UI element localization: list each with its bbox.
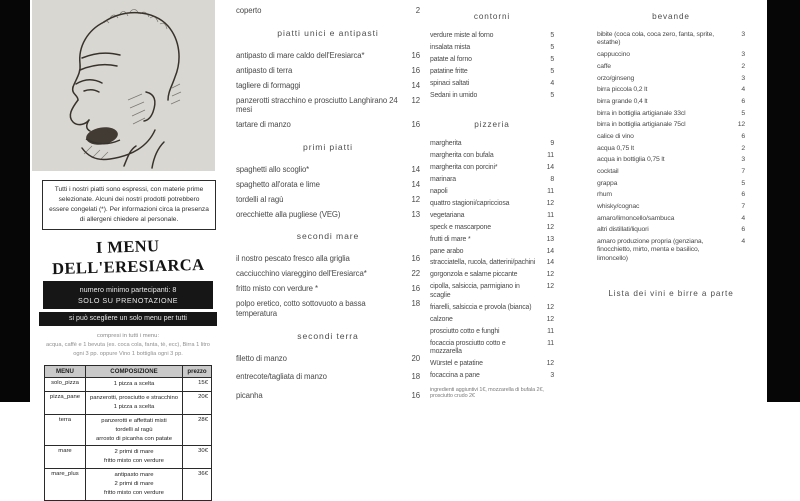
item-name: filetto di manzo: [236, 353, 287, 363]
item-name: gorgonzola e salame piccante: [430, 271, 518, 279]
item-name: margherita con bufala: [430, 152, 494, 160]
composizione-line: tordelli al ragù: [115, 426, 153, 433]
menu-item: [236, 372, 420, 382]
item-name: spaghetto all'orata e lime: [236, 179, 320, 189]
item-price: 8: [550, 176, 554, 183]
menu-item: [597, 226, 745, 234]
item-name: fritto misto con verdure *: [236, 284, 318, 294]
menu-section: [236, 331, 420, 401]
item-name: cocktail: [597, 167, 619, 175]
item-price: 3: [741, 51, 745, 59]
table-cell-composizione: [86, 446, 183, 469]
menu-item: [597, 180, 745, 188]
item-price: 12: [546, 223, 554, 231]
item-price: 5: [741, 179, 745, 187]
menu-item: [236, 96, 420, 115]
composizione-line: 1 pizza a scelta: [113, 404, 155, 411]
item-name: speck e mascarpone: [430, 223, 491, 231]
menu-item: [430, 56, 554, 65]
menu-item: [597, 191, 745, 199]
item-price: 7: [741, 167, 745, 175]
menu-item: [430, 236, 554, 245]
table-cell-prezzo: 28€: [183, 414, 212, 446]
menu-item: [236, 165, 420, 175]
menu-item: [430, 224, 554, 233]
item-name: focaccia prosciutto cotto e mozzarella: [430, 339, 506, 356]
item-name: marinara: [430, 176, 456, 183]
item-name: birra grande 0,4 lt: [597, 97, 648, 105]
section-heading: Lista dei vini e birre a parte: [608, 289, 734, 299]
left-panel: [30, 0, 226, 501]
composizione-line: 2 primi di mare: [114, 449, 154, 456]
item-price: 5: [550, 91, 554, 99]
item-name: verdure miste al forno: [430, 32, 494, 39]
composizione-line: antipasto mare: [114, 472, 154, 479]
menu-item: [236, 284, 420, 294]
item-price: 12: [546, 315, 554, 323]
item-name: napoli: [430, 187, 448, 195]
item-name: acqua in bottiglia 0,75 lt: [597, 156, 665, 164]
item-name: orecchiette alla pugliese (VEG): [236, 209, 341, 219]
item-price: 20: [411, 353, 420, 363]
table-cell-menu: terra: [45, 414, 86, 446]
item-name: tordelli al ragù: [236, 194, 284, 204]
item-name: prosciutto cotto e funghi: [430, 327, 500, 335]
menu-item: [430, 140, 554, 149]
item-price: 4: [741, 214, 745, 222]
item-name: il nostro pescato fresco alla griglia: [236, 254, 350, 264]
item-name: tagliere di formaggi: [236, 80, 301, 90]
item-name: Würstel e patatine: [430, 360, 483, 368]
item-name: frutti di mare *: [430, 235, 471, 243]
menu-item: [430, 68, 554, 77]
item-price: 5: [550, 55, 554, 63]
menu-item: [430, 44, 554, 53]
banner-line-reservation: SOLO SU PRENOTAZIONE: [77, 295, 179, 305]
item-price: 16: [411, 254, 420, 264]
item-price: 4: [741, 237, 745, 245]
item-price: 5: [741, 109, 745, 117]
table-header-cell: COMPOSIZIONE: [86, 366, 183, 378]
table-cell-menu: mare: [45, 446, 86, 469]
item-name: polpo eretico, cotto sottovuoto a bassa temperatura: [236, 299, 366, 318]
menu-item: [597, 168, 745, 176]
menu-item: [597, 203, 745, 211]
included-heading: compresi in tutti i menu:: [96, 332, 160, 339]
menu-section: [236, 28, 420, 130]
menu-item: [430, 200, 554, 209]
item-name: spaghetti allo scoglio*: [236, 164, 310, 174]
menu-item: [430, 304, 554, 313]
item-price: 18: [411, 372, 420, 382]
item-price: 6: [741, 97, 745, 105]
item-name: calzone: [430, 315, 453, 323]
pizzeria-footnote: ingredienti aggiuntivi 1€, mozzarella di bufala 2€, prosciutto crudo 2€: [430, 386, 544, 399]
included-text: acqua, caffè e 1 bevuta (es. coca cola, fanta, tè, ecc), Birra 1 litro ogni 3 pp. oppure Vino 1 bottiglia ogni 3 pp.: [46, 341, 210, 357]
menu-section: [597, 12, 745, 263]
item-price: 2: [415, 6, 420, 15]
menu-item: [597, 133, 745, 141]
item-price: 14: [546, 247, 554, 255]
menu-item: [597, 110, 745, 118]
item-name: bibite (coca cola, coca zero, fanta, sprite, estathe): [597, 31, 714, 47]
grotesque-head-sketch-image: [32, 0, 215, 171]
item-price: 6: [741, 191, 745, 199]
item-name: entrecote/tagliata di manzo: [236, 372, 327, 382]
item-price: 12: [411, 194, 420, 204]
menu-item: [597, 98, 745, 106]
menu-section: [236, 231, 420, 318]
table-cell-prezzo: 15€: [183, 378, 212, 392]
table-cell-menu: mare_plus: [45, 469, 86, 501]
item-name: insalata mista: [430, 43, 471, 51]
item-name: antipasto di terra: [236, 65, 293, 75]
letterbox-right: [767, 0, 800, 402]
item-price: 3: [741, 31, 745, 38]
menu-item: [236, 51, 420, 61]
section-heading: secondi mare: [296, 231, 360, 242]
item-name: Sedani in umido: [430, 91, 478, 99]
section-heading: primi piatti: [303, 141, 353, 152]
menu-item: [430, 92, 554, 101]
item-name: altri distillati/liquori: [597, 226, 649, 234]
composizione-line: arrosto di picanha con patate: [96, 435, 172, 442]
item-price: 11: [547, 211, 554, 219]
menu-item: [236, 180, 420, 190]
item-name: coperto: [236, 6, 262, 15]
item-name: whisky/cognac: [597, 202, 640, 210]
allergen-notice: Tutti i nostri piatti sono espressi, con materie prime selezionate. Alcuni dei nostri prodotti potrebbero essere congelati (*). Per informazioni circa la presenza di allergeni chiedere al personale.: [42, 180, 216, 230]
item-name: amaro produzione propria (genziana, finocchietto, mirto, menta e basilico, limoncello): [597, 237, 704, 262]
item-price: 12: [411, 95, 420, 105]
menu-item: [430, 259, 554, 268]
menu-item: [597, 145, 745, 153]
table-row: [45, 446, 212, 469]
item-price: 14: [546, 164, 554, 172]
item-name: stracciatella, rucola, datterini/pachini: [430, 259, 536, 267]
item-price: 12: [546, 271, 554, 279]
menu-item: [236, 391, 420, 401]
item-price: 16: [411, 284, 420, 294]
table-cell-menu: pizza_pane: [45, 392, 86, 415]
menu-title: I MENU DELL'ERESIARCA: [51, 235, 205, 278]
composizione-line: 1 pizza a scelta: [113, 381, 155, 388]
menu-item: [236, 66, 420, 76]
table-row: [45, 469, 212, 501]
item-price: 6: [741, 132, 745, 140]
menu-item: [430, 283, 554, 300]
item-price: 7: [741, 202, 745, 210]
composizione-line: panzerotti, prosciutto e stracchino: [89, 395, 179, 402]
menu-item: [430, 212, 554, 221]
menu-section: [597, 289, 745, 298]
menu-item: [236, 269, 420, 279]
menu-item: [430, 248, 554, 257]
item-name: tartare di manzo: [236, 120, 291, 130]
column-contorni-pizzeria: [430, 0, 554, 399]
item-price: 14: [546, 259, 554, 267]
menu-item: [430, 164, 554, 173]
menu-item: [430, 271, 554, 280]
item-price: 3: [741, 74, 745, 82]
item-price: 3: [741, 156, 745, 164]
table-cell-menu: solo_pizza: [45, 378, 86, 392]
item-name: birra in bottiglia artigianale 33cl: [597, 109, 686, 117]
column-piatti: [236, 0, 420, 410]
item-price: 12: [546, 303, 554, 311]
item-price: 4: [550, 79, 554, 87]
table-cell-prezzo: 36€: [183, 469, 212, 501]
menu-item: [430, 372, 554, 381]
item-price: 6: [741, 226, 745, 234]
menu-item: [430, 152, 554, 161]
item-name: focaccina a pane: [430, 372, 480, 380]
item-name: cacciucchino viareggino dell'Eresiarca*: [236, 269, 367, 279]
menu-item: [430, 360, 554, 369]
menu-item: [597, 215, 745, 223]
table-row: [45, 378, 212, 392]
composizione-line: panzerotti e affettati misti: [101, 417, 167, 424]
table-row: [45, 392, 212, 415]
item-name: panzerotti stracchino e prosciutto Langhirano 24 mesi: [236, 95, 398, 115]
table-header-row: [45, 366, 212, 378]
item-name: grappa: [597, 179, 618, 187]
menu-item: [236, 354, 420, 364]
item-name: caffe: [597, 62, 611, 70]
item-price: 5: [550, 67, 554, 75]
menu-item: [430, 340, 554, 357]
item-price: 16: [411, 120, 420, 130]
section-heading: secondi terra: [297, 330, 359, 341]
table-cell-composizione: [86, 392, 183, 415]
menu-table: [44, 365, 212, 500]
menu-item: [236, 210, 420, 220]
menu-item: [430, 80, 554, 89]
item-price: 5: [550, 43, 554, 51]
letterbox-left: [0, 0, 30, 402]
item-name: picanha: [236, 391, 263, 401]
item-name: birra piccola 0,2 lt: [597, 86, 648, 94]
item-name: pane arabo: [430, 247, 464, 255]
item-name: patatine fritte: [430, 67, 468, 75]
menu-item: [597, 31, 745, 48]
table-header-cell: prezzo: [183, 366, 212, 378]
item-name: quattro stagioni/capricciosa: [430, 199, 510, 207]
table-cell-composizione: [86, 469, 183, 501]
menu-item: [236, 299, 420, 318]
menu-section: [430, 120, 554, 398]
banner-line-participants: numero minimo partecipanti: 8: [79, 284, 177, 294]
item-price: 18: [411, 299, 420, 309]
section-heading: piatti unici e antipasti: [277, 27, 379, 38]
item-price: 2: [741, 62, 745, 70]
item-name: acqua 0,75 lt: [597, 144, 634, 152]
menu-item: [597, 75, 745, 83]
table-cell-composizione: [86, 414, 183, 446]
item-price: 12: [737, 121, 745, 129]
item-price: 12: [546, 360, 554, 368]
item-price: 2: [741, 144, 745, 152]
menu-item: [597, 86, 745, 94]
composizione-line: 2 primi di mare: [114, 481, 154, 488]
item-price: 12: [546, 199, 554, 207]
menu-item: [236, 81, 420, 91]
menu-item: [236, 254, 420, 264]
item-price: 16: [411, 65, 420, 75]
item-price: 14: [411, 80, 420, 90]
menu-item: [430, 176, 554, 185]
item-price: 12: [546, 283, 554, 291]
column-bevande: [597, 0, 745, 308]
item-name: antipasto di mare caldo dell'Eresiarca*: [236, 50, 365, 60]
item-name: margherita: [430, 140, 462, 148]
item-price: 16: [411, 391, 420, 401]
menu-item: [430, 32, 554, 41]
item-price: 16: [411, 50, 420, 60]
menu-item: [430, 328, 554, 337]
menu-item: [430, 316, 554, 325]
menu-item: [597, 156, 745, 164]
reservation-banner: [43, 281, 213, 309]
item-price: 11: [547, 327, 554, 335]
menu-item: [597, 63, 745, 71]
table-row: [45, 414, 212, 446]
item-price: 13: [411, 209, 420, 219]
menu-item: [597, 121, 745, 129]
item-name: amaro/limoncello/sambuca: [597, 214, 675, 222]
menu-item: [597, 51, 745, 59]
item-price: 14: [411, 179, 420, 189]
composizione-line: fritto misto con verdure: [104, 458, 164, 465]
composizione-line: fritto misto con verdure: [104, 489, 164, 496]
item-price: 4: [741, 86, 745, 94]
table-cell-prezzo: 30€: [183, 446, 212, 469]
menu-item: [236, 195, 420, 205]
menu-section: [236, 6, 420, 16]
table-header-cell: MENU: [45, 366, 86, 378]
item-name: cappuccino: [597, 51, 630, 59]
table-cell-composizione: [86, 378, 183, 392]
menu-section: [236, 142, 420, 220]
table-cell-prezzo: 20€: [183, 392, 212, 415]
item-name: calice di vino: [597, 132, 634, 140]
menu-item: [236, 6, 420, 16]
menu-item: [430, 188, 554, 197]
item-price: 11: [547, 152, 554, 160]
section-heading: bevande: [652, 12, 690, 21]
item-price: 13: [546, 235, 554, 243]
menu-section: [430, 12, 554, 100]
item-price: 5: [550, 32, 554, 39]
single-menu-banner: si può scegliere un solo menu per tutti: [39, 312, 217, 326]
item-name: orzo/ginseng: [597, 74, 635, 82]
item-name: spinaci saltati: [430, 79, 470, 87]
item-price: 11: [547, 187, 554, 195]
item-name: rhum: [597, 191, 612, 199]
item-name: patate al forno: [430, 55, 472, 63]
section-heading: pizzeria: [474, 120, 510, 130]
item-price: 14: [411, 164, 420, 174]
item-price: 3: [550, 372, 554, 380]
item-price: 22: [411, 269, 420, 279]
section-heading: contorni: [473, 12, 511, 21]
item-price: 11: [547, 339, 554, 347]
item-name: birra in bottiglia artigianale 75cl: [597, 121, 686, 129]
item-name: margherita con porcini*: [430, 164, 498, 172]
menu-item: [597, 238, 745, 263]
menu-item: [236, 120, 420, 130]
item-name: vegetariana: [430, 211, 465, 219]
item-name: friarelli, salsiccia e provola (bianca): [430, 303, 532, 311]
item-name: cipolla, salsiccia, parmigiano in scaglie: [430, 283, 520, 299]
item-price: 9: [550, 140, 554, 148]
